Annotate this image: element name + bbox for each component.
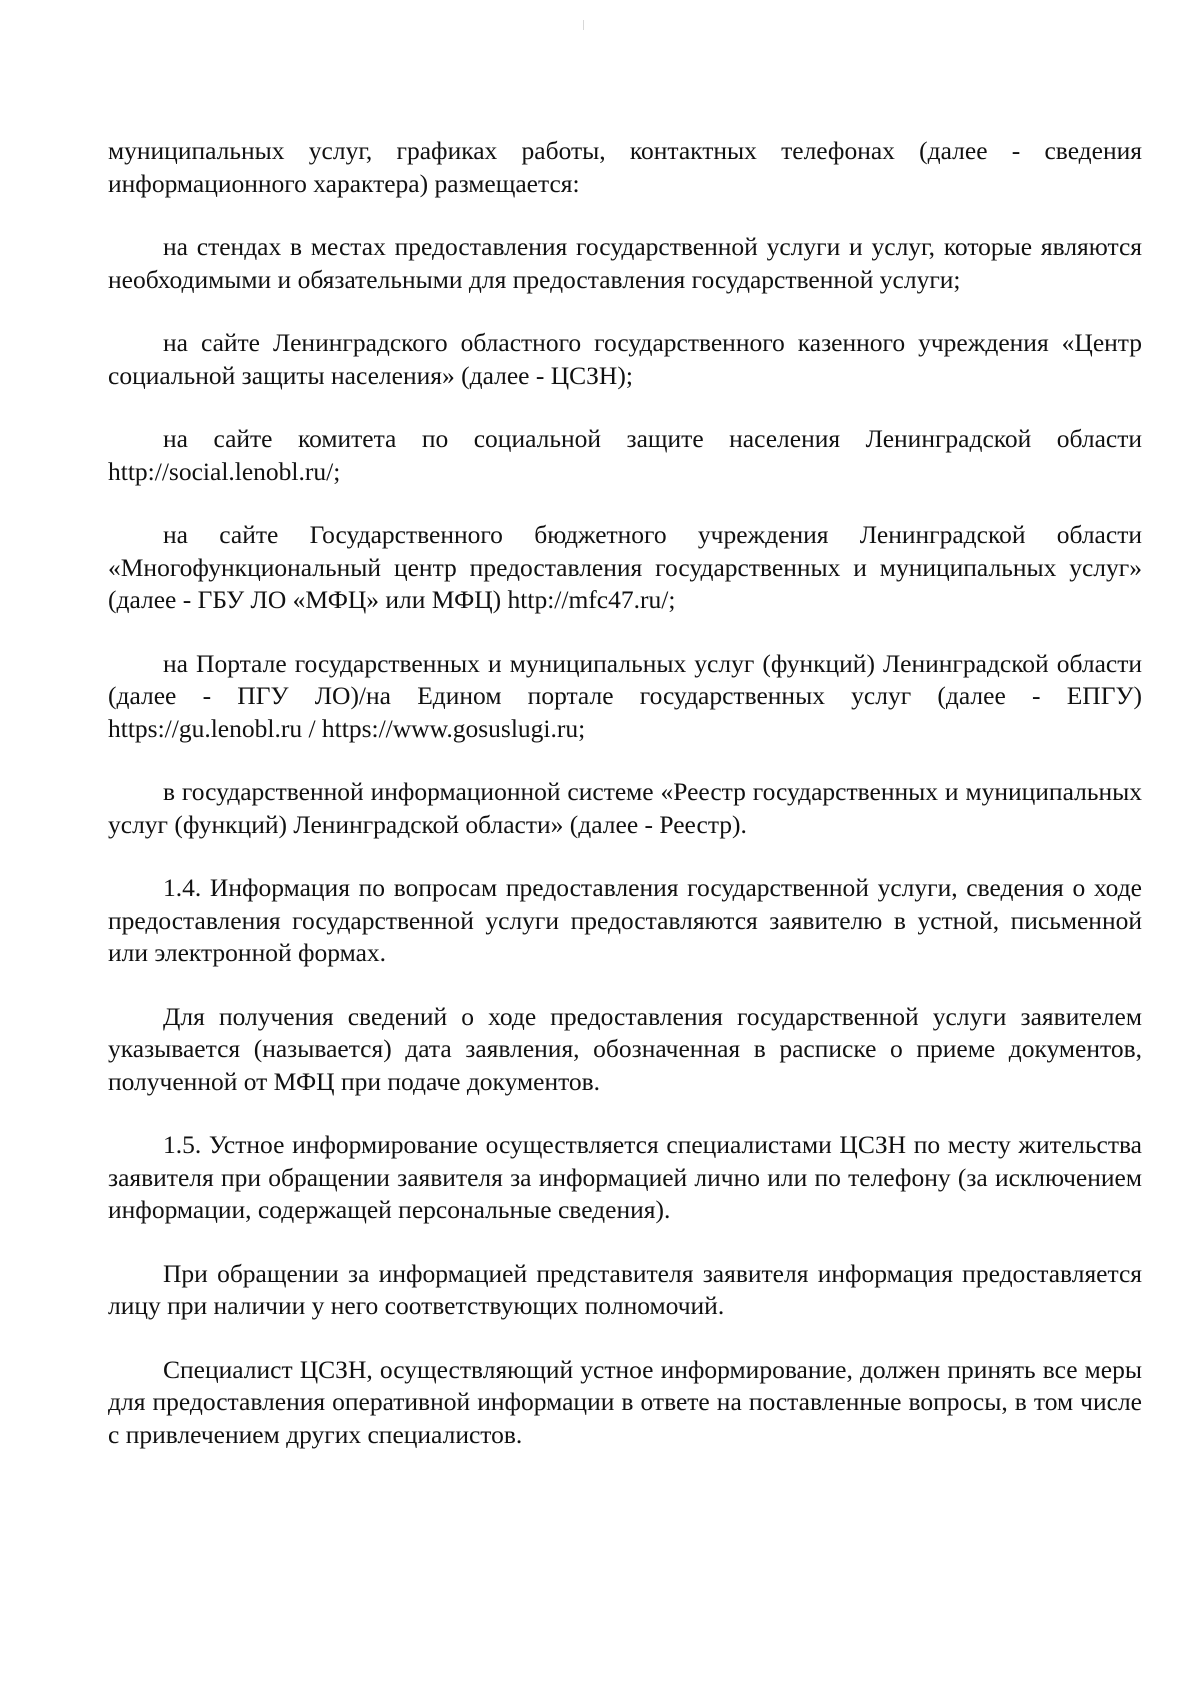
paragraph-committee-site: на сайте комитета по социальной защите населения Ленинградской области http://social.lenobl.ru/; (108, 424, 1142, 486)
paragraph-status-info: Для получения сведений о ходе предоставления государственной услуги заявителем указывается (называется) дата заявления, обозначенная в расписке о приеме документов, полученной от МФЦ при подаче документов. (108, 1001, 1142, 1096)
paragraph-representative: При обращении за информацией представителя заявителя информация предоставляется лицу при наличии у него соответствующих полномочий. (108, 1258, 1142, 1320)
paragraph-continuation: муниципальных услуг, графиках работы, контактных телефонах (далее - сведения информационного характера) размещается: (108, 136, 1142, 198)
paragraph-section-1-5: 1.5. Устное информирование осуществляется специалистами ЦСЗН по месту жительства заявителя при обращении заявителя за информацией лично или по телефону (за исключением информации, содержащей персональные сведения). (108, 1130, 1142, 1224)
paragraph-cszn-site: на сайте Ленинградского областного государственного казенного учреждения «Центр социальной защиты населения» (далее - ЦСЗН); (108, 328, 1142, 390)
paragraph-section-1-4: 1.4. Информация по вопросам предоставления государственной услуги, сведения о ходе предоставления государственной услуги предоставляются заявителю в устной, письменной или электронной формах. (108, 873, 1142, 967)
paragraph-stands: на стендах в местах предоставления государственной услуги и услуг, которые являются необходимыми и обязательными для предоставления государственной услуги; (108, 232, 1142, 294)
paragraph-registry: в государственной информационной системе «Реестр государственных и муниципальных услуг (функций) Ленинградской области» (далее - Реестр). (108, 777, 1142, 839)
paragraph-portal: на Портале государственных и муниципальных услуг (функций) Ленинградской области (далее - ПГУ ЛО)/на Едином портале государственных услуг (далее - ЕПГУ) https://gu.lenobl.ru / https://www.gosuslugi.ru; (108, 648, 1142, 743)
document-body (108, 135, 1142, 1482)
paragraph-specialist: Специалист ЦСЗН, осуществляющий устное информирование, должен принять все меры для предоставления оперативной информации в ответе на поставленные вопросы, в том числе с привлечением других специалистов. (108, 1354, 1142, 1449)
scan-artifact (583, 20, 584, 30)
paragraph-mfc-site: на сайте Государственного бюджетного учреждения Ленинградской области «Многофункциональный центр предоставления государственных и муниципальных услуг» (далее - ГБУ ЛО «МФЦ» или МФЦ) http://mfc47.ru/; (108, 520, 1142, 614)
